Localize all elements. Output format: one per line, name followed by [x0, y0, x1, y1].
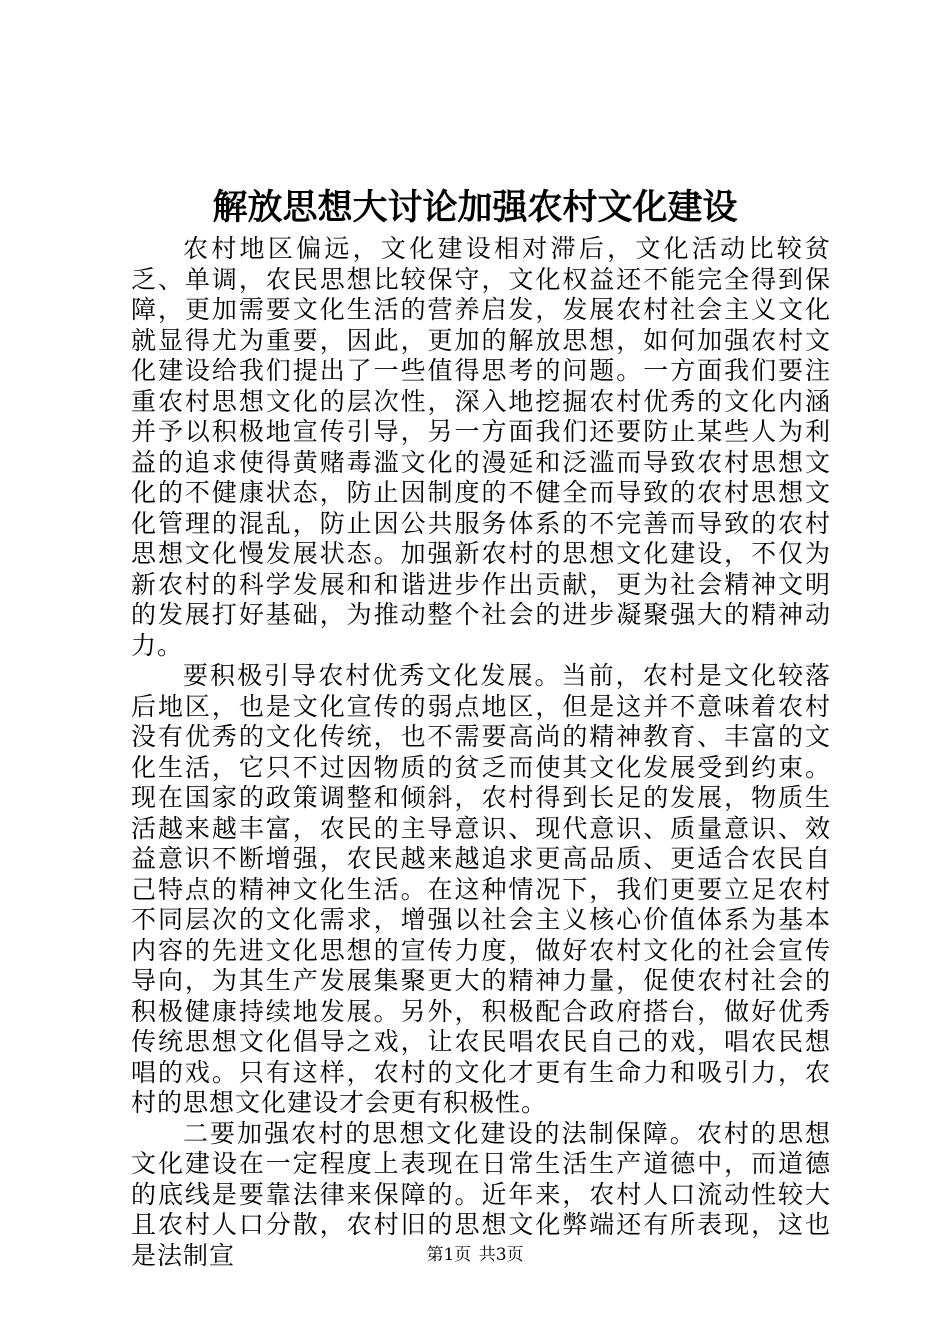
paragraph-legal-guarantee: 二要加强农村的思想文化建设的法制保障。农村的思想文化建设在一定程度上表现在日常生活生产道德中，而道德的底线是要靠法律来保障的。近年来，农村人口流动性较大且农村人口分散，农村旧的思想文化弊端还有所表现，这也是法制宣: [131, 1118, 831, 1270]
page-footer: [0, 1243, 950, 1267]
paragraph-intro: 农村地区偏远，文化建设相对滞后，文化活动比较贫乏、单调，农民思想比较保守，文化权益还不能完全得到保障，更加需要文化生活的营养启发，发展农村社会主义文化就显得尤为重要，因此，更加的解放思想，如何加强农村文化建设给我们提出了一些值得思考的问题。一方面我们要注重农村思想文化的层次性，深入地挖掘农村优秀的文化内涵并予以积极地宣传引导，另一方面我们还要防止某些人为利益的追求使得黄赌毒滥文化的漫延和泛滥而导致农村思想文化的不健康状态，防止因制度的不健全而导致的农村思想文化管理的混乱，防止因公共服务体系的不完善而导致的农村思想文化慢发展状态。加强新农村的思想文化建设，不仅为新农村的科学发展和和谐进步作出贡献，更为社会精神文明的发展打好基础，为推动整个社会的进步凝聚强大的精神动力。: [131, 234, 831, 660]
document-title: 解放思想大讨论加强农村文化建设: [212, 187, 738, 228]
page-number: 第1页: [426, 1245, 472, 1265]
total-pages: 共3页: [478, 1245, 524, 1265]
paragraph-culture-guidance: 要积极引导农村优秀文化发展。当前，农村是文化较落后地区，也是文化宣传的弱点地区，但是这并不意味着农村没有优秀的文化传统，也不需要高尚的精神教育、丰富的文化生活，它只不过因物质的贫乏而使其文化发展受到约束。现在国家的政策调整和倾斜，农村得到长足的发展，物质生活越来越丰富，农民的主导意识、现代意识、质量意识、效益意识不断增强，农民越来越追求更高品质、更适合农民自己特点的精神文化生活。在这种情况下，我们更要立足农村不同层次的文化需求，增强以社会主义核心价值体系为基本内容的先进文化思想的宣传力度，做好农村文化的社会宣传导向，为其生产发展集聚更大的精神力量，促使农村社会的积极健康持续地发展。另外，积极配合政府搭台，做好优秀传统思想文化倡导之戏，让农民唱农民自己的戏，唱农民想唱的戏。只有这样，农村的文化才更有生命力和吸引力，农村的思想文化建设才会更有积极性。: [131, 661, 831, 1117]
document-body: [131, 234, 831, 1271]
